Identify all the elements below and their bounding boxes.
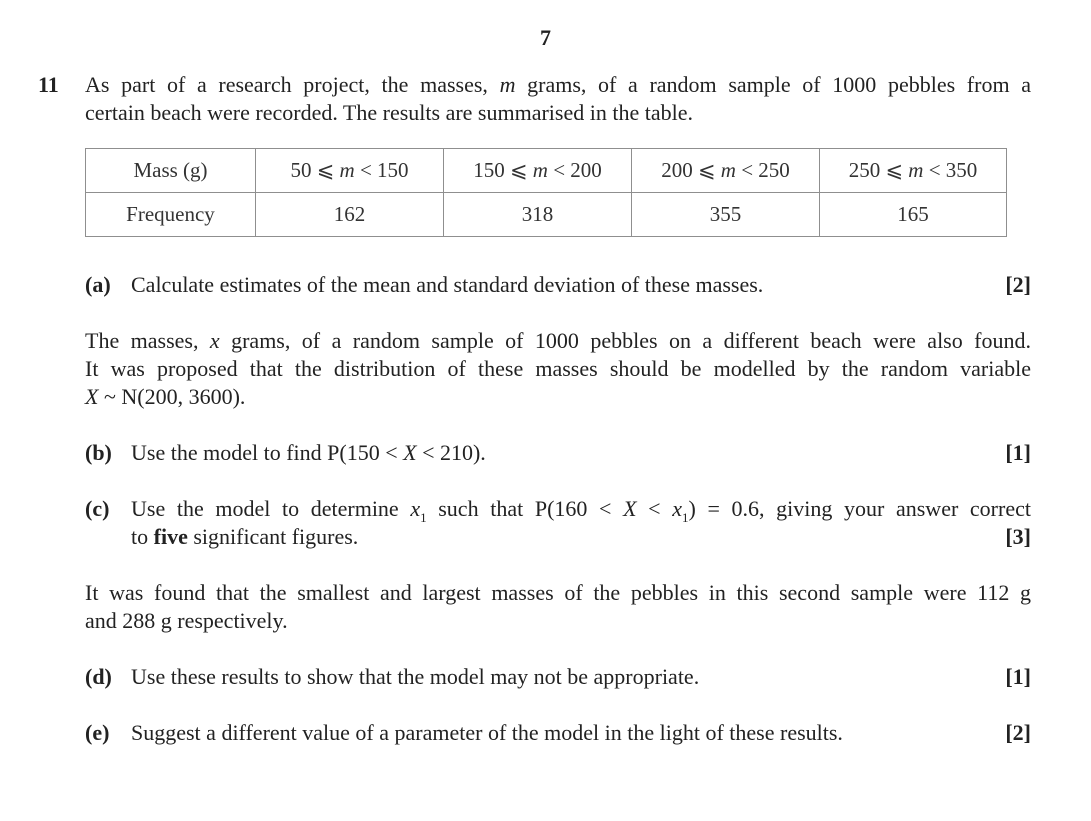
interval-lower-bound: 50 ⩽ (290, 158, 340, 182)
part-c-subscript-2: 1 (682, 510, 689, 525)
interval-lower-bound: 250 ⩽ (848, 158, 909, 182)
part-c-label: (c) (85, 496, 110, 521)
part-a-label: (a) (85, 272, 111, 297)
part-a-text: Calculate estimates of the mean and standard deviation of these masses. (131, 272, 764, 297)
interval-upper-bound: < 250 (735, 158, 790, 182)
part-c-text-a: Use the model to determine (131, 496, 411, 521)
row-header-frequency: Frequency (86, 193, 256, 237)
part-c-emphasis: five (153, 524, 188, 549)
interval-upper-bound: < 200 (547, 158, 602, 182)
interval-lower-bound: 200 ⩽ (661, 158, 721, 182)
intro-text-a: As part of a research project, the masses, (85, 72, 500, 97)
part-b-label: (b) (85, 440, 112, 465)
interval-cell-3 (632, 149, 820, 193)
part-c-text-d: ) = 0.6, giving your answer correct (688, 496, 1031, 521)
para1-variable: x (209, 328, 220, 353)
question-intro-line-1 (85, 72, 1031, 98)
interval-variable: m (908, 158, 924, 182)
part-a-marks: [2] (1005, 272, 1031, 297)
part-c-variable-x: x (410, 496, 421, 521)
part-e-label: (e) (85, 720, 110, 745)
part-b-marks: [1] (1005, 440, 1031, 465)
part-c-line-2 (131, 524, 358, 550)
mass-frequency-table (85, 148, 1007, 237)
part-c-marks: [3] (1005, 524, 1031, 549)
part-b-text-a: Use the model to find P(150 < (131, 440, 404, 465)
question-number: 11 (38, 72, 59, 97)
intro-variable: m (499, 72, 516, 97)
para1-text-a: The masses, (85, 328, 210, 353)
interval-variable: m (532, 158, 548, 182)
table-row-frequency (86, 193, 1007, 237)
interval-upper-bound: < 150 (354, 158, 409, 182)
para1-text-b: grams, of a random sample of 1000 pebbles on a different beach were also found. (219, 328, 1031, 353)
part-d-marks: [1] (1005, 664, 1031, 689)
part-d-label: (d) (85, 664, 112, 689)
part-e-marks: [2] (1005, 720, 1031, 745)
interval-cell-1 (256, 149, 444, 193)
intro-text-b: grams, of a random sample of 1000 pebbles from a (515, 72, 1031, 97)
part-c-line-1 (131, 496, 1031, 526)
interval-variable: m (339, 158, 355, 182)
part-b-variable: X (403, 440, 417, 465)
para1-line-3 (85, 384, 245, 410)
table-row-mass (86, 149, 1007, 193)
frequency-cell-3: 355 (632, 193, 820, 237)
para1-distribution: ~ N(200, 3600). (98, 384, 246, 409)
interval-cell-2 (444, 149, 632, 193)
part-c-subscript: 1 (420, 510, 427, 525)
frequency-cell-1: 162 (256, 193, 444, 237)
part-c-variable-X: X (623, 496, 637, 521)
interval-lower-bound: 150 ⩽ (473, 158, 533, 182)
part-d-text: Use these results to show that the model may not be appropriate. (131, 664, 700, 689)
para2-line-1: It was found that the smallest and largest masses of the pebbles in this second sample were 112 g (85, 580, 1031, 605)
part-c-variable-x-2: x (672, 496, 682, 521)
para1-random-variable: X (85, 384, 99, 409)
para1-line-2: It was proposed that the distribution of these masses should be modelled by the random variable (85, 356, 1031, 381)
row-header-mass: Mass (g) (86, 149, 256, 193)
frequency-cell-2: 318 (444, 193, 632, 237)
part-c-line2-b: significant figures. (187, 524, 359, 549)
part-c-text-b: such that P(160 < (426, 496, 624, 521)
part-b-text (131, 440, 486, 466)
interval-variable: m (720, 158, 736, 182)
interval-upper-bound: < 350 (923, 158, 978, 182)
frequency-cell-4: 165 (820, 193, 1007, 237)
part-b-text-b: < 210). (416, 440, 486, 465)
part-e-text: Suggest a different value of a parameter of the model in the light of these results. (131, 720, 843, 745)
para2-line-2: and 288 g respectively. (85, 608, 288, 633)
interval-cell-4 (820, 149, 1007, 193)
part-c-line2-a: to (131, 524, 154, 549)
page-number: 7 (540, 25, 551, 50)
para1-line-1 (85, 328, 1031, 354)
part-c-text-c: < (636, 496, 673, 521)
question-intro-line-2: certain beach were recorded. The results are summarised in the table. (85, 100, 693, 125)
